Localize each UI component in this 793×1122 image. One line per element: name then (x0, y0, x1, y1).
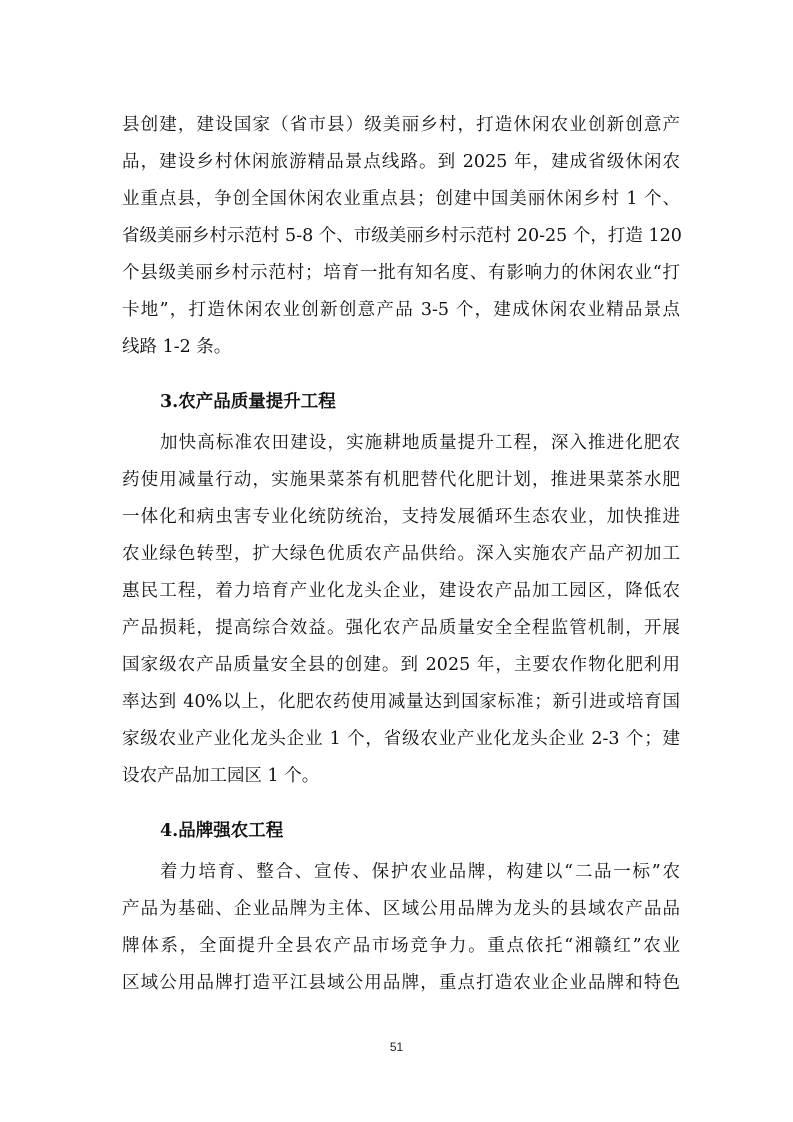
paragraph-line: 县创建，建设国家（省市县）级美丽乡村，打造休闲农业创新创意产 (122, 115, 680, 135)
paragraph-line: 家级农业产业化龙头企业 1 个，省级农业产业化龙头企业 2-3 个；建 (122, 729, 680, 749)
paragraph-line: 业重点县，争创全国休闲农业重点县；创建中国美丽休闲乡村 1 个、 (122, 189, 680, 209)
paragraph-line: 国家级农产品质量安全县的创建。到 2025 年，主要农作物化肥利用 (122, 655, 680, 675)
paragraph-line: 区域公用品牌打造平江县域公用品牌，重点打造农业企业品牌和特色 (122, 973, 680, 993)
paragraph-line: 线路 1-2 条。 (122, 337, 232, 357)
section-heading-4: 4.品牌强农工程 (160, 821, 284, 841)
paragraph-line: 农业绿色转型，扩大绿色优质农产品供给。深入实施农产品产初加工 (122, 544, 680, 564)
paragraph-line: 省级美丽乡村示范村 5-8 个、市级美丽乡村示范村 20-25 个，打造 120 (122, 226, 682, 246)
paragraph-line: 率达到 40%以上，化肥农药使用减量达到国家标准；新引进或培育国 (122, 692, 680, 712)
paragraph-line: 药使用减量行动，实施果菜茶有机肥替代化肥计划，推进果菜茶水肥 (122, 470, 680, 490)
paragraph-line: 牌体系，全面提升全县农产品市场竞争力。重点依托“湘赣红”农业 (122, 936, 680, 956)
paragraph-line: 加快高标准农田建设，实施耕地质量提升工程，深入推进化肥农 (160, 433, 680, 453)
paragraph-line: 惠民工程，着力培育产业化龙头企业，建设农产品加工园区，降低农 (122, 581, 680, 601)
paragraph-line: 品，建设乡村休闲旅游精品景点线路。到 2025 年，建成省级休闲农 (122, 152, 680, 172)
paragraph-line: 产品为基础、企业品牌为主体、区域公用品牌为龙头的县域农产品品 (122, 899, 680, 919)
section-heading-3: 3.农产品质量提升工程 (160, 392, 336, 412)
paragraph-line: 着力培育、整合、宣传、保护农业品牌，构建以“二品一标”农 (160, 862, 680, 882)
paragraph-line: 一体化和病虫害专业化统防统治，支持发展循环生态农业，加快推进 (122, 507, 680, 527)
page-number: 51 (389, 1040, 404, 1054)
paragraph-line: 个县级美丽乡村示范村；培育一批有知名度、有影响力的休闲农业“打 (122, 263, 680, 283)
paragraph-line: 卡地”，打造休闲农业创新创意产品 3-5 个，建成休闲农业精品景点 (122, 300, 680, 320)
paragraph-line: 产品损耗，提高综合效益。强化农产品质量安全全程监管机制，开展 (122, 618, 680, 638)
paragraph-line: 设农产品加工园区 1 个。 (122, 766, 320, 786)
